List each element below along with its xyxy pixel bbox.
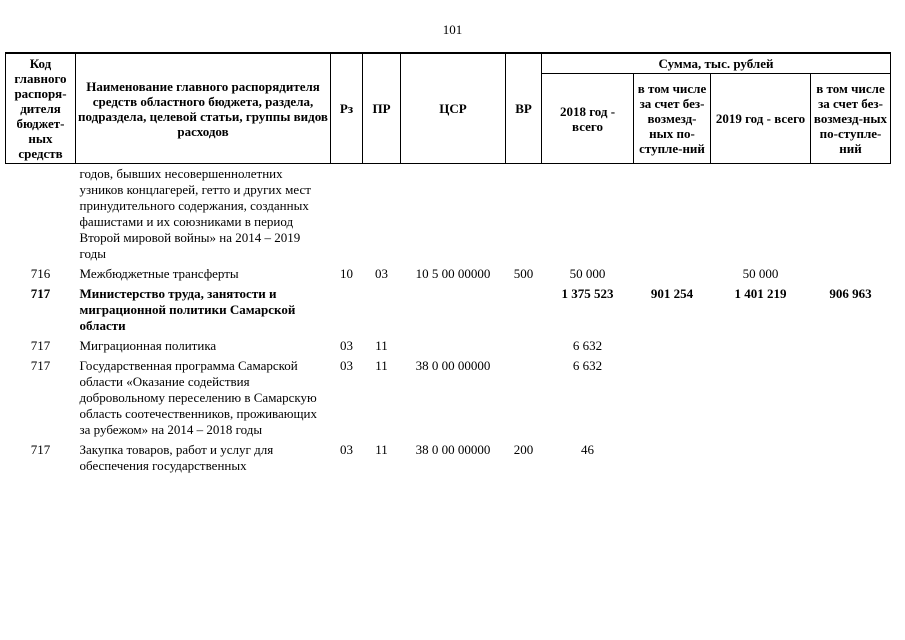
header-2018-total: 2018 год - всего xyxy=(542,74,634,164)
cell-vr xyxy=(506,356,542,440)
cell-2019-total xyxy=(711,440,811,476)
cell-pr: 11 xyxy=(375,358,388,373)
cell-2019-gratis xyxy=(811,336,891,356)
cell-code: 717 xyxy=(30,286,51,301)
cell-2018-total: 46 xyxy=(581,442,594,457)
header-name: Наименование главного распорядителя средств областного бюджета, раздела, подраздела, целевой статьи, группы видов расходов xyxy=(76,53,331,164)
cell-2018-total xyxy=(542,164,634,265)
cell-code xyxy=(6,164,76,265)
cell-2018-gratis xyxy=(634,336,711,356)
header-2019-total: 2019 год - всего xyxy=(711,74,811,164)
table-row xyxy=(6,440,891,476)
cell-code: 717 xyxy=(30,442,51,457)
cell-code: 717 xyxy=(30,338,51,353)
cell-2018-gratis xyxy=(634,164,711,265)
cell-2018-gratis xyxy=(634,440,711,476)
header-vr: ВР xyxy=(506,53,542,164)
cell-2019-total xyxy=(711,164,811,265)
cell-pr xyxy=(363,284,401,336)
cell-code: 717 xyxy=(30,358,51,373)
cell-code: 716 xyxy=(30,266,51,281)
cell-rz xyxy=(331,284,363,336)
cell-pr: 11 xyxy=(375,442,388,457)
cell-2018-gratis xyxy=(634,356,711,440)
cell-rz: 03 xyxy=(340,442,353,457)
cell-rz: 03 xyxy=(340,338,353,353)
cell-name: Закупка товаров, работ и услуг для обеспечения государственных xyxy=(79,442,274,473)
page-number: 101 xyxy=(442,22,463,37)
table-row xyxy=(6,356,891,440)
cell-csr xyxy=(401,164,506,265)
cell-vr xyxy=(506,284,542,336)
cell-vr xyxy=(506,336,542,356)
header-2019-gratis: в том числе за счет без-возмезд-ных по-ступле-ний xyxy=(811,74,891,164)
header-csr: ЦСР xyxy=(401,53,506,164)
header-rz: Рз xyxy=(331,53,363,164)
cell-rz: 10 xyxy=(340,266,353,281)
cell-name: Межбюджетные трансферты xyxy=(79,266,239,281)
cell-name: Государственная программа Самарской области «Оказание содействия добровольному переселению в Самарскую область соотечественников, проживающих за рубежом» на 2014 – 2018 годы xyxy=(79,358,317,437)
cell-csr: 38 0 00 00000 xyxy=(415,442,491,457)
cell-csr xyxy=(401,336,506,356)
cell-vr: 500 xyxy=(513,266,534,281)
cell-rz xyxy=(331,164,363,265)
cell-vr xyxy=(506,164,542,265)
cell-2019-gratis xyxy=(811,264,891,284)
table-row xyxy=(6,336,891,356)
table-row xyxy=(6,164,891,265)
cell-2018-gratis: 901 254 xyxy=(650,286,694,301)
cell-vr: 200 xyxy=(513,442,534,457)
cell-pr xyxy=(363,164,401,265)
budget-table xyxy=(5,52,891,476)
cell-2019-total xyxy=(711,356,811,440)
header-2018-gratis: в том числе за счет без-возмезд-ных по-ступле-ний xyxy=(634,74,711,164)
cell-2018-total: 50 000 xyxy=(569,266,606,281)
header-pr: ПР xyxy=(363,53,401,164)
header-code: Код главного распоря-дителя бюджет-ных средств xyxy=(6,53,76,164)
table-row xyxy=(6,264,891,284)
cell-2018-gratis xyxy=(634,264,711,284)
cell-2019-total: 1 401 219 xyxy=(734,286,787,301)
cell-name: Министерство труда, занятости и миграционной политики Самарской области xyxy=(79,286,296,333)
cell-csr: 38 0 00 00000 xyxy=(415,358,491,373)
cell-2019-gratis xyxy=(811,164,891,265)
cell-2018-total: 6 632 xyxy=(572,338,603,353)
cell-pr: 11 xyxy=(375,338,388,353)
cell-2019-total xyxy=(711,336,811,356)
cell-rz: 03 xyxy=(340,358,353,373)
cell-2019-total: 50 000 xyxy=(742,266,779,281)
cell-csr: 10 5 00 00000 xyxy=(415,266,491,281)
cell-name: Миграционная политика xyxy=(79,338,217,353)
header-row-1 xyxy=(6,53,891,74)
cell-2018-total: 1 375 523 xyxy=(561,286,614,301)
cell-csr xyxy=(401,284,506,336)
cell-pr: 03 xyxy=(375,266,388,281)
cell-2018-total: 6 632 xyxy=(572,358,603,373)
cell-2019-gratis xyxy=(811,440,891,476)
header-sum-group: Сумма, тыс. рублей xyxy=(542,53,891,74)
cell-2019-gratis: 906 963 xyxy=(829,286,872,301)
cell-name: годов, бывших несовершеннолетних узников концлагерей, гетто и других мест принудительного содержания, созданных фашистами и их союзниками в период Второй мировой войны» на 2014 – 2019 годы xyxy=(79,166,311,261)
cell-2019-gratis xyxy=(811,356,891,440)
table-row xyxy=(6,284,891,336)
